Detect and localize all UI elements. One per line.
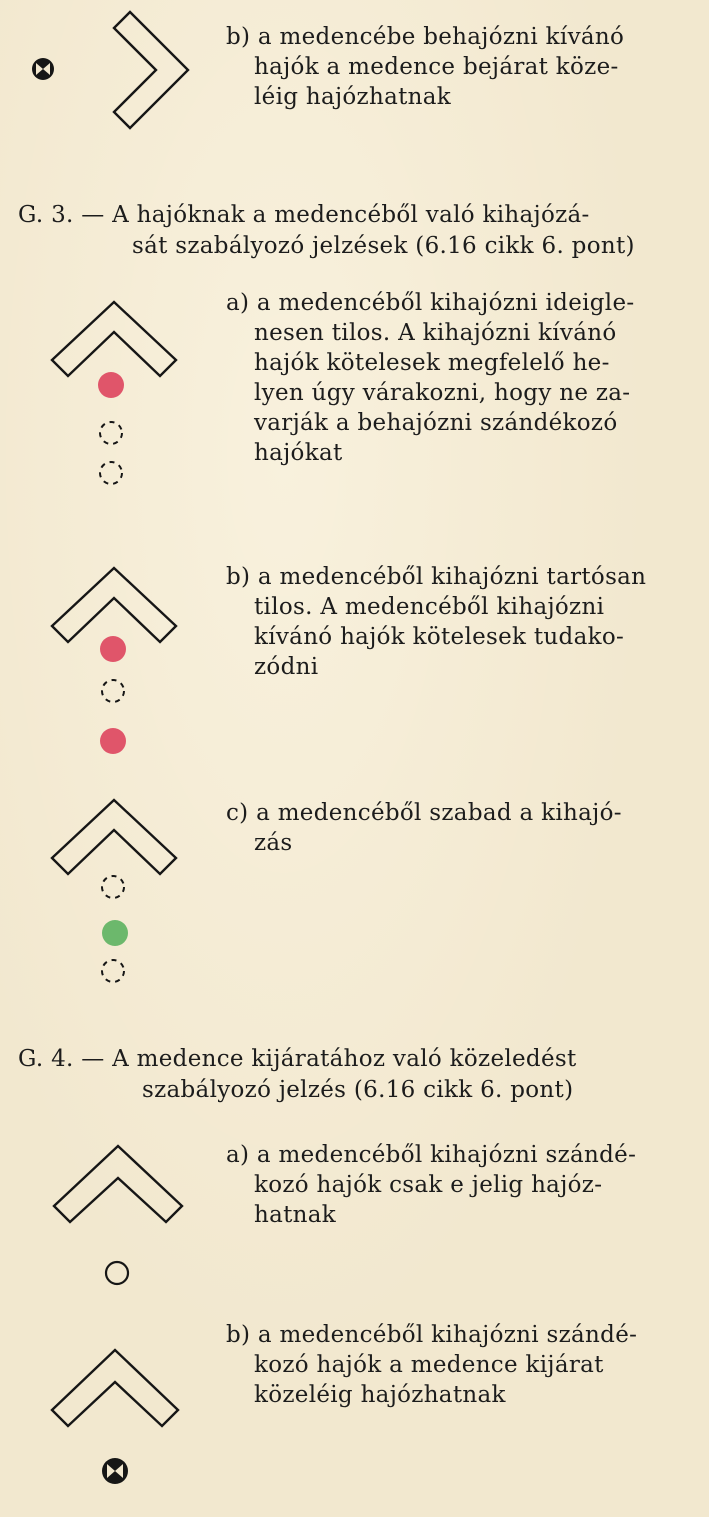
cross-in-circle-icon [30,56,56,82]
g3a-line-4: lyen úgy várakozni, hogy ne za- [254,380,631,406]
dashed-circle-icon [96,418,126,448]
g3b-text [226,562,646,682]
g3-heading-line-1: G. 3. — A hajóknak a medencéből való kihajózá- [18,202,590,228]
g4b-line-1: b) a medencéből kihajózni szándé- [226,1322,638,1348]
g3a-line-6: hajókat [254,440,343,466]
g4a-line-2: kozó hajók csak e jelig hajóz- [254,1172,603,1198]
g3a-line-5: varják a behajózni szándékozó [254,410,618,436]
g2b-line-3: léig hajózhatnak [254,84,452,110]
chevron-icon [48,796,180,880]
g3a-line-3: hajók kötelesek megfelelő he- [254,350,610,376]
cross-in-circle-icon [100,1456,130,1486]
g4b-line-3: közeléig hajózhatnak [254,1382,506,1408]
g2b-line-1: b) a medencébe behajózni kívánó [226,24,625,50]
g3-heading-line-2: sát szabályozó jelzések (6.16 cikk 6. pont) [132,233,635,259]
g3b-line-2: tilos. A medencéből kihajózni [254,594,605,620]
red-light-icon [96,370,126,400]
g4b-line-2: kozó hajók a medence kijárat [254,1352,604,1378]
g3a-line-1: a) a medencéből kihajózni ideigle- [226,290,635,316]
g3a-text [226,288,634,468]
red-light-icon [98,634,128,664]
g4-heading-line-2: szabályozó jelzés (6.16 cikk 6. pont) [142,1077,574,1103]
dashed-circle-icon [96,458,126,488]
g2b-text [226,22,624,112]
g4a-line-3: hatnak [254,1202,337,1228]
dashed-circle-icon [98,956,128,986]
g3c-line-1: c) a medencéből szabad a kihajó- [226,800,622,826]
g4a-line-1: a) a medencéből kihajózni szándé- [226,1142,637,1168]
red-light-icon [98,726,128,756]
g4-heading-line-1: G. 4. — A medence kijáratához való közeledést [18,1046,577,1072]
dashed-circle-icon [98,676,128,706]
g3b-line-4: zódni [254,654,319,680]
green-light-icon [100,918,130,948]
g3b-line-1: b) a medencéből kihajózni tartósan [226,564,647,590]
white-light-icon [102,1258,132,1288]
dashed-circle-icon [98,872,128,902]
chevron-icon [108,6,192,134]
g3-heading [18,200,635,262]
g3b-line-3: kívánó hajók kötelesek tudako- [254,624,625,650]
g3c-line-2: zás [254,830,293,856]
g3c-text [226,798,622,858]
g3a-line-2: nesen tilos. A kihajózni kívánó [254,320,617,346]
g4-heading [18,1044,577,1106]
g2b-line-2: hajók a medence bejárat köze- [254,54,619,80]
chevron-icon [48,1346,182,1432]
chevron-icon [50,1142,186,1228]
g4b-text [226,1320,637,1410]
g4a-text [226,1140,636,1230]
